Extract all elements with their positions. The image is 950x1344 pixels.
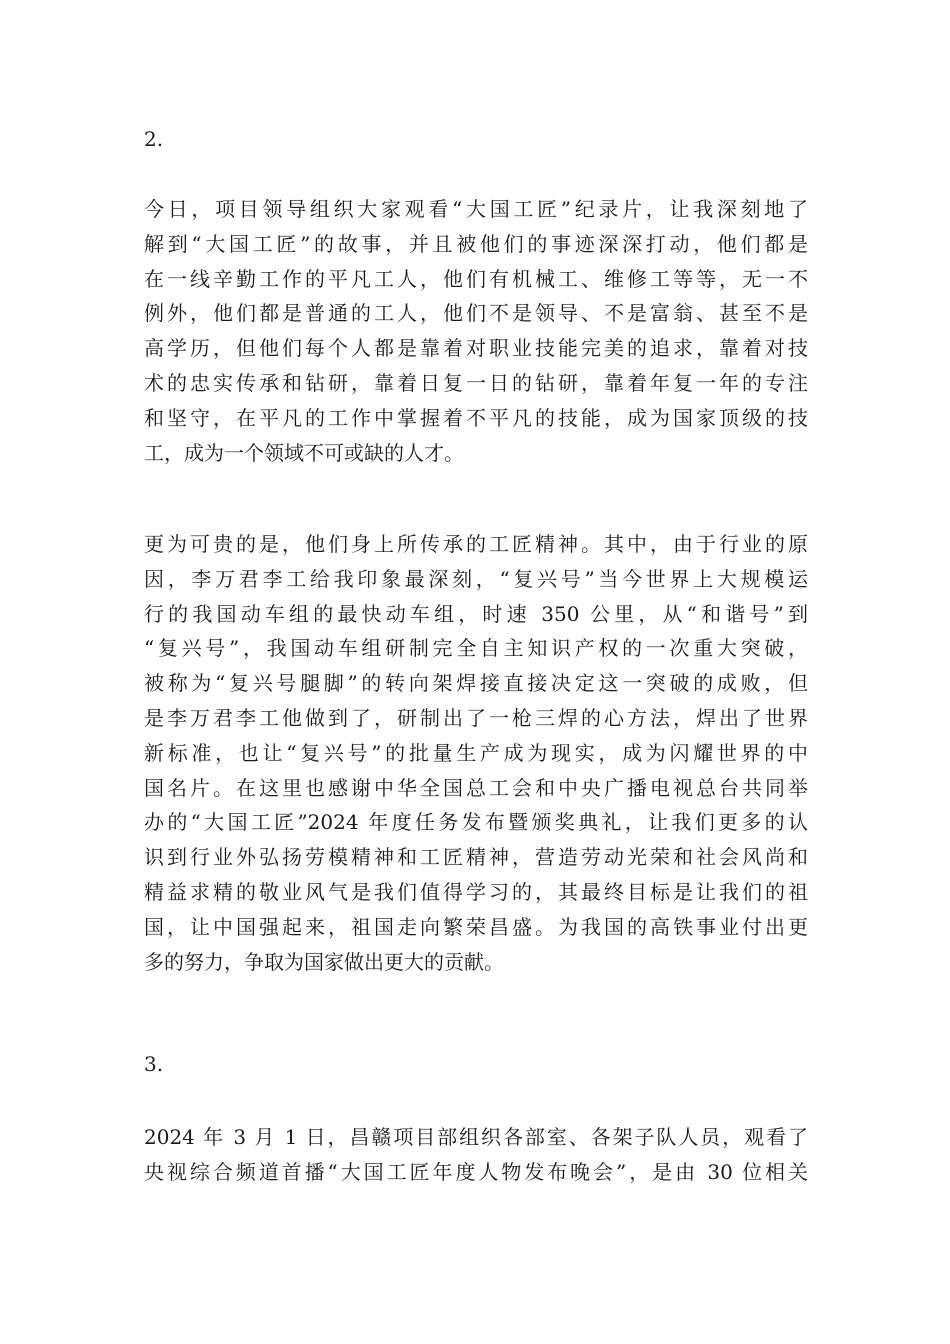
text-line: 央视综合频道首播“大国工匠年度人物发布晚会”，是由 30 位相关 (144, 1159, 808, 1184)
text-line: 行的我国动车组的最快动车组，时速 350 公里，从“和谐号”到 (144, 601, 808, 626)
text-line: 例外，他们都是普通的工人，他们不是领导、不是富翁、甚至不是 (144, 301, 808, 326)
text-line: “复兴号”，我国动车组研制完全自主知识产权的一次重大突破， (144, 636, 808, 661)
section-2-paragraph-1 (144, 192, 808, 470)
text-line: 精益求精的敬业风气是我们值得学习的，其最终目标是让我们的祖 (144, 879, 808, 904)
text-line: 今日，项目领导组织大家观看“大国工匠”纪录片，让我深刻地了 (144, 197, 808, 221)
text-line: 2024 年 3 月 1 日，昌赣项目部组织各部室、各架子队人员，观看了 (144, 1125, 808, 1149)
section-2-paragraph-2 (144, 527, 808, 979)
section-2-heading: 2. (144, 127, 164, 151)
text-line: 是李万君李工他做到了，研制出了一枪三焊的心方法，焊出了世界 (144, 705, 808, 730)
text-line: 工，成为一个领域不可或缺的人才。 (144, 440, 464, 465)
text-line: 高学历，但他们每个人都是靠着对职业技能完美的追求，靠着对技 (144, 336, 808, 361)
text-line: 办的“大国工匠”2024 年度任务发布暨颁奖典礼，让我们更多的认 (144, 810, 808, 835)
text-line: 和坚守，在平凡的工作中掌握着不平凡的技能，成为国家顶级的技 (144, 405, 808, 430)
text-line: 识到行业外弘扬劳模精神和工匠精神，营造劳动光荣和社会风尚和 (144, 845, 808, 870)
text-line: 国，让中国强起来，祖国走向繁荣昌盛。为我国的高铁事业付出更 (144, 914, 808, 939)
text-line: 更为可贵的是，他们身上所传承的工匠精神。其中，由于行业的原 (144, 532, 808, 556)
section-3-heading: 3. (144, 1052, 164, 1076)
text-line: 新标准，也让“复兴号”的批量生产成为现实，成为闪耀世界的中 (144, 740, 808, 765)
section-3-paragraph-1 (144, 1120, 808, 1190)
text-line: 被称为“复兴号腿脚”的转向架焊接直接决定这一突破的成败，但 (144, 671, 808, 696)
text-line: 多的努力，争取为国家做出更大的贡献。 (144, 949, 504, 974)
text-line: 术的忠实传承和钻研，靠着日复一日的钻研，靠着年复一年的专注 (144, 370, 808, 395)
text-line: 国名片。在这里也感谢中华全国总工会和中央广播电视总台共同举 (144, 775, 808, 800)
text-line: 解到“大国工匠”的故事，并且被他们的事迹深深打动，他们都是 (144, 231, 808, 256)
text-line: 在一线辛勤工作的平凡工人，他们有机械工、维修工等等，无一不 (144, 266, 808, 291)
text-line: 因，李万君李工给我印象最深刻，“复兴号”当今世界上大规模运 (144, 566, 808, 591)
